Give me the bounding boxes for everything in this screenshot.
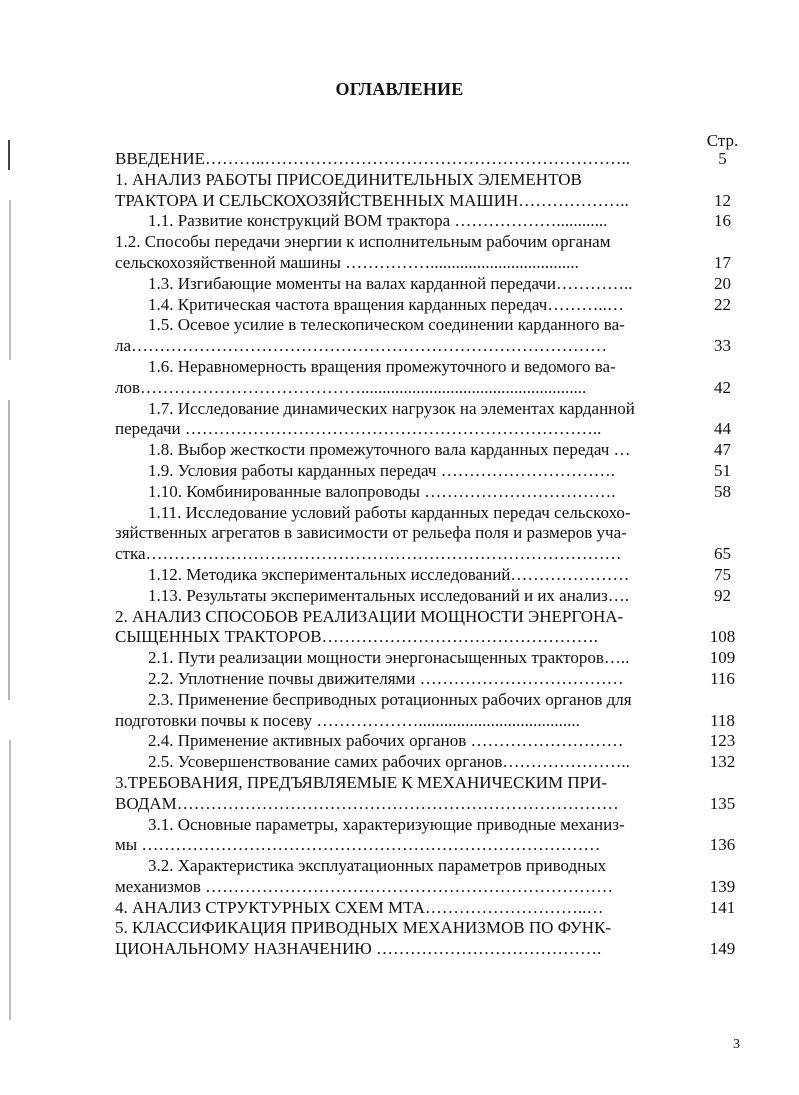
toc-entry-text: СЫЩЕННЫХ ТРАКТОРОВ………………………………………….	[115, 627, 598, 647]
page-column-header: Стр.	[706, 131, 739, 150]
toc-entry-text: сельскохозяйственной машины ……………...................................	[115, 252, 579, 272]
toc-entry-text: 1.13. Результаты экспериментальных исследований и их анализ….	[148, 585, 630, 605]
toc-entry-page: 44	[714, 419, 731, 439]
toc-entry-text: ЦИОНАЛЬНОМУ НАЗНАЧЕНИЮ ………………………………….	[115, 939, 602, 959]
toc-entry-page: 92	[714, 585, 731, 605]
toc-entry	[115, 835, 745, 856]
toc-entry-page: 108	[709, 627, 736, 647]
toc-entry-text: 1.1. Развитие конструкций ВОМ трактора ………………............	[148, 211, 608, 231]
toc-entry-text: 2.1. Пути реализации мощности энергонасыщенных тракторов…..	[148, 648, 630, 668]
toc-entry-text: 2.5. Усовершенствование самих рабочих органов…………………..	[148, 752, 630, 772]
toc-entry	[115, 419, 745, 440]
scan-artifact	[9, 200, 11, 360]
toc-entry-text: передачи ………………………………………………………………..	[115, 419, 602, 439]
toc-entry-page: 65	[714, 544, 731, 564]
toc-entry	[115, 898, 745, 919]
toc-entry-page: 116	[710, 668, 735, 688]
toc-entry-page: 123	[709, 731, 736, 751]
toc-entry-text: 2.3. Применение бесприводных ротационных рабочих органов для	[148, 689, 632, 709]
toc-entry	[115, 211, 745, 232]
toc-entry-page: 16	[714, 211, 731, 231]
toc-entry	[115, 232, 745, 253]
toc-entry-text: 1.11. Исследование условий работы карданных передач сельскохо-	[148, 502, 631, 522]
toc-entry	[115, 607, 745, 628]
toc-entry-text: мы ………………………………………………………………………	[115, 835, 601, 855]
toc-entry-page: 47	[714, 440, 731, 460]
toc-entry-page: 141	[709, 897, 736, 917]
toc-entry-text: ВОДАМ……………………………………………………………………	[115, 793, 619, 813]
toc-entry	[115, 648, 745, 669]
scan-artifact	[9, 740, 11, 1020]
toc-entry-text: 1.6. Неравномерность вращения промежуточного и ведомого ва-	[148, 356, 616, 376]
toc-entry	[115, 295, 745, 316]
toc-entry	[115, 544, 745, 565]
toc-entry-page: 118	[710, 710, 735, 730]
page-title: ОГЛАВЛЕНИЕ	[335, 79, 464, 99]
toc-entry-text: 1.2. Способы передачи энергии к исполнительным рабочим органам	[115, 232, 611, 252]
toc-entry	[115, 503, 745, 524]
toc-entry-text: ла…………………………………………………………………………	[115, 336, 608, 356]
toc-entry	[115, 752, 745, 773]
toc-entry-text: подготовки почвы к посеву ………………......................................	[115, 710, 580, 730]
toc-entry-page: 135	[709, 793, 736, 813]
toc-entry-text: 1.5. Осевое усилие в телескопическом соединении карданного ва-	[148, 315, 625, 335]
toc-entry-page: 42	[714, 377, 731, 397]
toc-entry-text: зяйственных агрегатов в зависимости от рельефа поля и размеров уча-	[115, 523, 627, 543]
toc-entry-text: механизмов ………………………………………………………………	[115, 876, 614, 896]
toc-entry-text: 3.1. Основные параметры, характеризующие приводные механиз-	[148, 814, 625, 834]
toc-entry-page: 22	[714, 294, 731, 314]
toc-entry	[115, 669, 745, 690]
toc-entry	[115, 191, 745, 212]
toc-entry-text: 1. АНАЛИЗ РАБОТЫ ПРИСОЕДИНИТЕЛЬНЫХ ЭЛЕМЕНТОВ	[115, 169, 582, 189]
toc-entry	[115, 170, 745, 191]
toc-entry	[115, 794, 745, 815]
toc-entry-text: 1.7. Исследование динамических нагрузок на элементах карданной	[148, 398, 635, 418]
toc-entry	[115, 253, 745, 274]
toc-entry-page: 33	[714, 336, 731, 356]
toc-entry	[115, 565, 745, 586]
toc-entry	[115, 877, 745, 898]
toc-entry	[115, 523, 745, 544]
toc-entry	[115, 627, 745, 648]
toc-entry-page: 132	[709, 752, 736, 772]
toc-entry-text: 1.12. Методика экспериментальных исследований…………………	[148, 564, 630, 584]
toc-entry-text: стка…………………………………………………………………………	[115, 544, 622, 564]
toc-entry-page: 149	[709, 939, 736, 959]
toc-entry-page: 58	[714, 481, 731, 501]
toc-entry	[115, 815, 745, 836]
toc-entry-text: 2. АНАЛИЗ СПОСОБОВ РЕАЛИЗАЦИИ МОЩНОСТИ ЭНЕРГОНА-	[115, 606, 624, 626]
toc-entry	[115, 939, 745, 960]
toc-entry-text: 1.9. Условия работы карданных передач ………………………….	[148, 460, 615, 480]
toc-entry-text: 1.3. Изгибающие моменты на валах карданной передачи…………..	[148, 273, 633, 293]
toc-entry-page: 20	[714, 273, 731, 293]
toc-entry-text: 2.4. Применение активных рабочих органов ………………………	[148, 731, 624, 751]
toc-entry-page: 139	[709, 876, 736, 896]
toc-entry	[115, 315, 745, 336]
toc-entry	[115, 773, 745, 794]
toc-entry-page: 12	[714, 190, 731, 210]
toc-entry-text: 3.ТРЕБОВАНИЯ, ПРЕДЪЯВЛЯЕМЫЕ К МЕХАНИЧЕСКИМ ПРИ-	[115, 772, 608, 792]
toc-entry-text: ТРАКТОРА И СЕЛЬСКОХОЗЯЙСТВЕННЫХ МАШИН………………..	[115, 190, 629, 210]
toc-entry-text: 1.10. Комбинированные валопроводы …………………………….	[148, 481, 616, 501]
scan-artifact	[8, 400, 10, 700]
toc-entry	[115, 482, 745, 503]
toc-entry	[115, 461, 745, 482]
toc-entry-text: лов………………………………….....................................................	[115, 377, 587, 397]
toc-entry	[115, 336, 745, 357]
toc-entry	[115, 690, 745, 711]
toc-entry-text: 2.2. Уплотнение почвы движителями ………………………………	[148, 668, 624, 688]
toc-entry-text: 1.8. Выбор жесткости промежуточного вала карданных передач …	[148, 440, 631, 460]
toc-entry-page: 51	[714, 460, 731, 480]
page-number: 3	[733, 1037, 740, 1052]
table-of-contents	[115, 149, 745, 960]
toc-entry-text: 1.4. Критическая частота вращения карданных передач………..…	[148, 294, 624, 314]
toc-entry	[115, 731, 745, 752]
toc-entry-text: 5. КЛАССИФИКАЦИЯ ПРИВОДНЫХ МЕХАНИЗМОВ ПО ФУНК-	[115, 918, 612, 938]
toc-entry	[115, 711, 745, 732]
toc-entry-text: 4. АНАЛИЗ СТРУКТУРНЫХ СХЕМ МТА………………………..…	[115, 897, 604, 917]
toc-entry	[115, 378, 745, 399]
toc-entry	[115, 399, 745, 420]
scan-artifact	[8, 140, 10, 170]
toc-entry	[115, 586, 745, 607]
toc-entry-page: 109	[709, 648, 736, 668]
toc-entry-page: 75	[714, 564, 731, 584]
toc-entry-text: ВВЕДЕНИЕ………..………………………………………………………..	[115, 149, 630, 168]
toc-entry	[115, 918, 745, 939]
toc-entry-page: 17	[714, 252, 731, 272]
toc-entry-page: 136	[709, 835, 736, 855]
toc-entry	[115, 440, 745, 461]
toc-entry	[115, 856, 745, 877]
toc-entry	[115, 274, 745, 295]
toc-entry-text: 3.2. Характеристика эксплуатационных параметров приводных	[148, 856, 607, 876]
toc-entry-page: 5	[718, 149, 727, 168]
toc-entry	[115, 149, 745, 170]
toc-entry	[115, 357, 745, 378]
